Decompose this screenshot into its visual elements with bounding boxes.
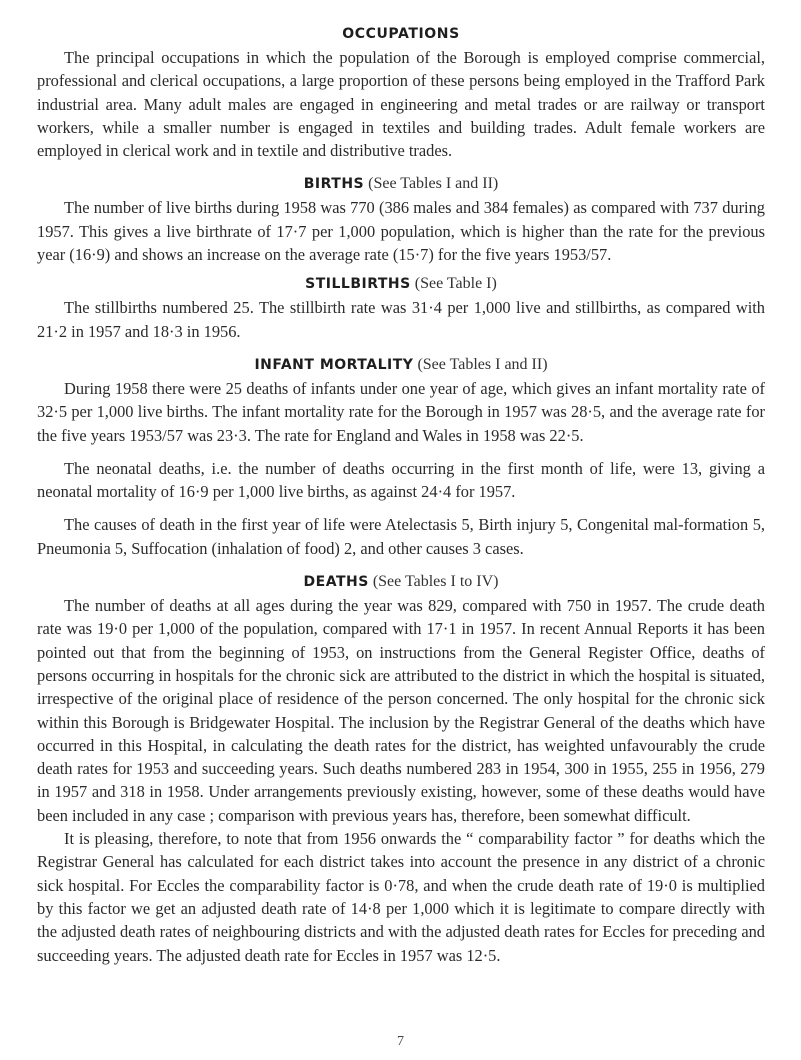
section-reference-infant-mortality: (See Tables I and II): [417, 355, 548, 373]
section-heading-births: [37, 172, 765, 196]
infant-death-causes-paragraph: The causes of death in the first year of life were Atelectasis 5, Birth injury 5, Congenital mal-formation 5, Pneumonia 5, Suffocation (inhalation of food) 2, and other causes 3 cases.: [37, 515, 765, 558]
section-title-infant-mortality: INFANT MORTALITY: [254, 356, 414, 373]
section-title-occupations: OCCUPATIONS: [342, 26, 460, 42]
section-reference-deaths: (See Tables I to IV): [372, 573, 499, 591]
section-title-stillbirths: STILLBIRTHS: [305, 276, 411, 293]
occupations-paragraph: The principal occupations in which the population of the Borough is employed comprise commercial, professional and clerical occupations, a large proportion of these persons being employed in the Trafford Park industrial area. Many adult males are engaged in engineering and metal trades or are railway or transport workers, while a smaller number is engaged in textiles and building trades. Adult female workers are employed in clerical work and in textile and distributive trades.: [37, 48, 765, 161]
section-title-births: BIRTHS: [303, 176, 365, 193]
neonatal-deaths-paragraph: The neonatal deaths, i.e. the number of deaths occurring in the first month of life, were 13, giving a neonatal mortality of 16·9 per 1,000 live births, as against 24·4 for 1957.: [37, 458, 765, 502]
stillbirths-paragraph: The stillbirths numbered 25. The stillbirth rate was 31·4 per 1,000 live and stillbirths, as compared with 21·2 in 1957 and 18·3 in 1956.: [37, 298, 765, 341]
section-heading-infant-mortality: [37, 353, 765, 377]
section-reference-stillbirths: (See Table I): [414, 275, 497, 293]
section-title-deaths: DEATHS: [303, 574, 369, 591]
page-number: 7: [397, 1034, 404, 1049]
section-heading-deaths: [37, 570, 765, 594]
deaths-paragraph: The number of deaths at all ages during the year was 829, compared with 750 in 1957. The crude death rate was 19·0 per 1,000 of the population, compared with 17·1 in 1957. In recent Annual Reports it has been pointed out that from the beginning of 1953, on instructions from the General Register Office, deaths of persons occurring in hospitals for the chronic sick are attributed to the district in which the hospital is situated, irrespective of the original place of residence of the person concerned. The only hospital for the chronic sick within this Borough is Bridgewater Hospital. The inclusion by the Registrar General of the deaths which have occurred in this Hospital, in calculating the death rates for the district, has weighted unfavourably the crude death rates for 1953 and succeeding years. Such deaths numbered 283 in 1954, 300 in 1955, 255 in 1956, 279 in 1957 and 318 in 1958. Under arrangements previously existing, however, some of these deaths would have been included in any case ; comparison with previous years has, therefore, been somewhat difficult.: [37, 596, 765, 825]
infant-mortality-paragraph: During 1958 there were 25 deaths of infants under one year of age, which gives an infant mortality rate of 32·5 per 1,000 live births. The infant mortality rate for the Borough in 1957 was 28·5, and the average rate for the five years 1953/57 was 23·3. The rate for England and Wales in 1958 was 22·5.: [37, 378, 765, 445]
comparability-factor-paragraph: It is pleasing, therefore, to note that from 1956 onwards the “ comparability factor ” for deaths which the Registrar General has calculated for each district takes into account the presence in any district of a chronic sick hospital. For Eccles the comparability factor is 0·78, and when the crude death rate of 19·0 is multiplied by this factor we get an adjusted death rate of 14·8 per 1,000 which it is legitimate to compare directly with the adjusted death rates of neighbouring districts and with the adjusted death rates for Eccles for preceding and succeeding years. The adjusted death rate for Eccles in 1957 was 12·5.: [37, 829, 765, 965]
births-paragraph: The number of live births during 1958 was 770 (386 males and 384 females) as compared with 737 during 1957. This gives a live birthrate of 17·7 per 1,000 population, which is higher than the rate for the previous year (16·9) and shows an increase on the average rate (15·7) for the five years 1953/57.: [37, 198, 765, 265]
section-reference-births: (See Tables I and II): [368, 175, 499, 193]
document-page: [37, 22, 765, 967]
section-heading-stillbirths: [37, 272, 765, 296]
